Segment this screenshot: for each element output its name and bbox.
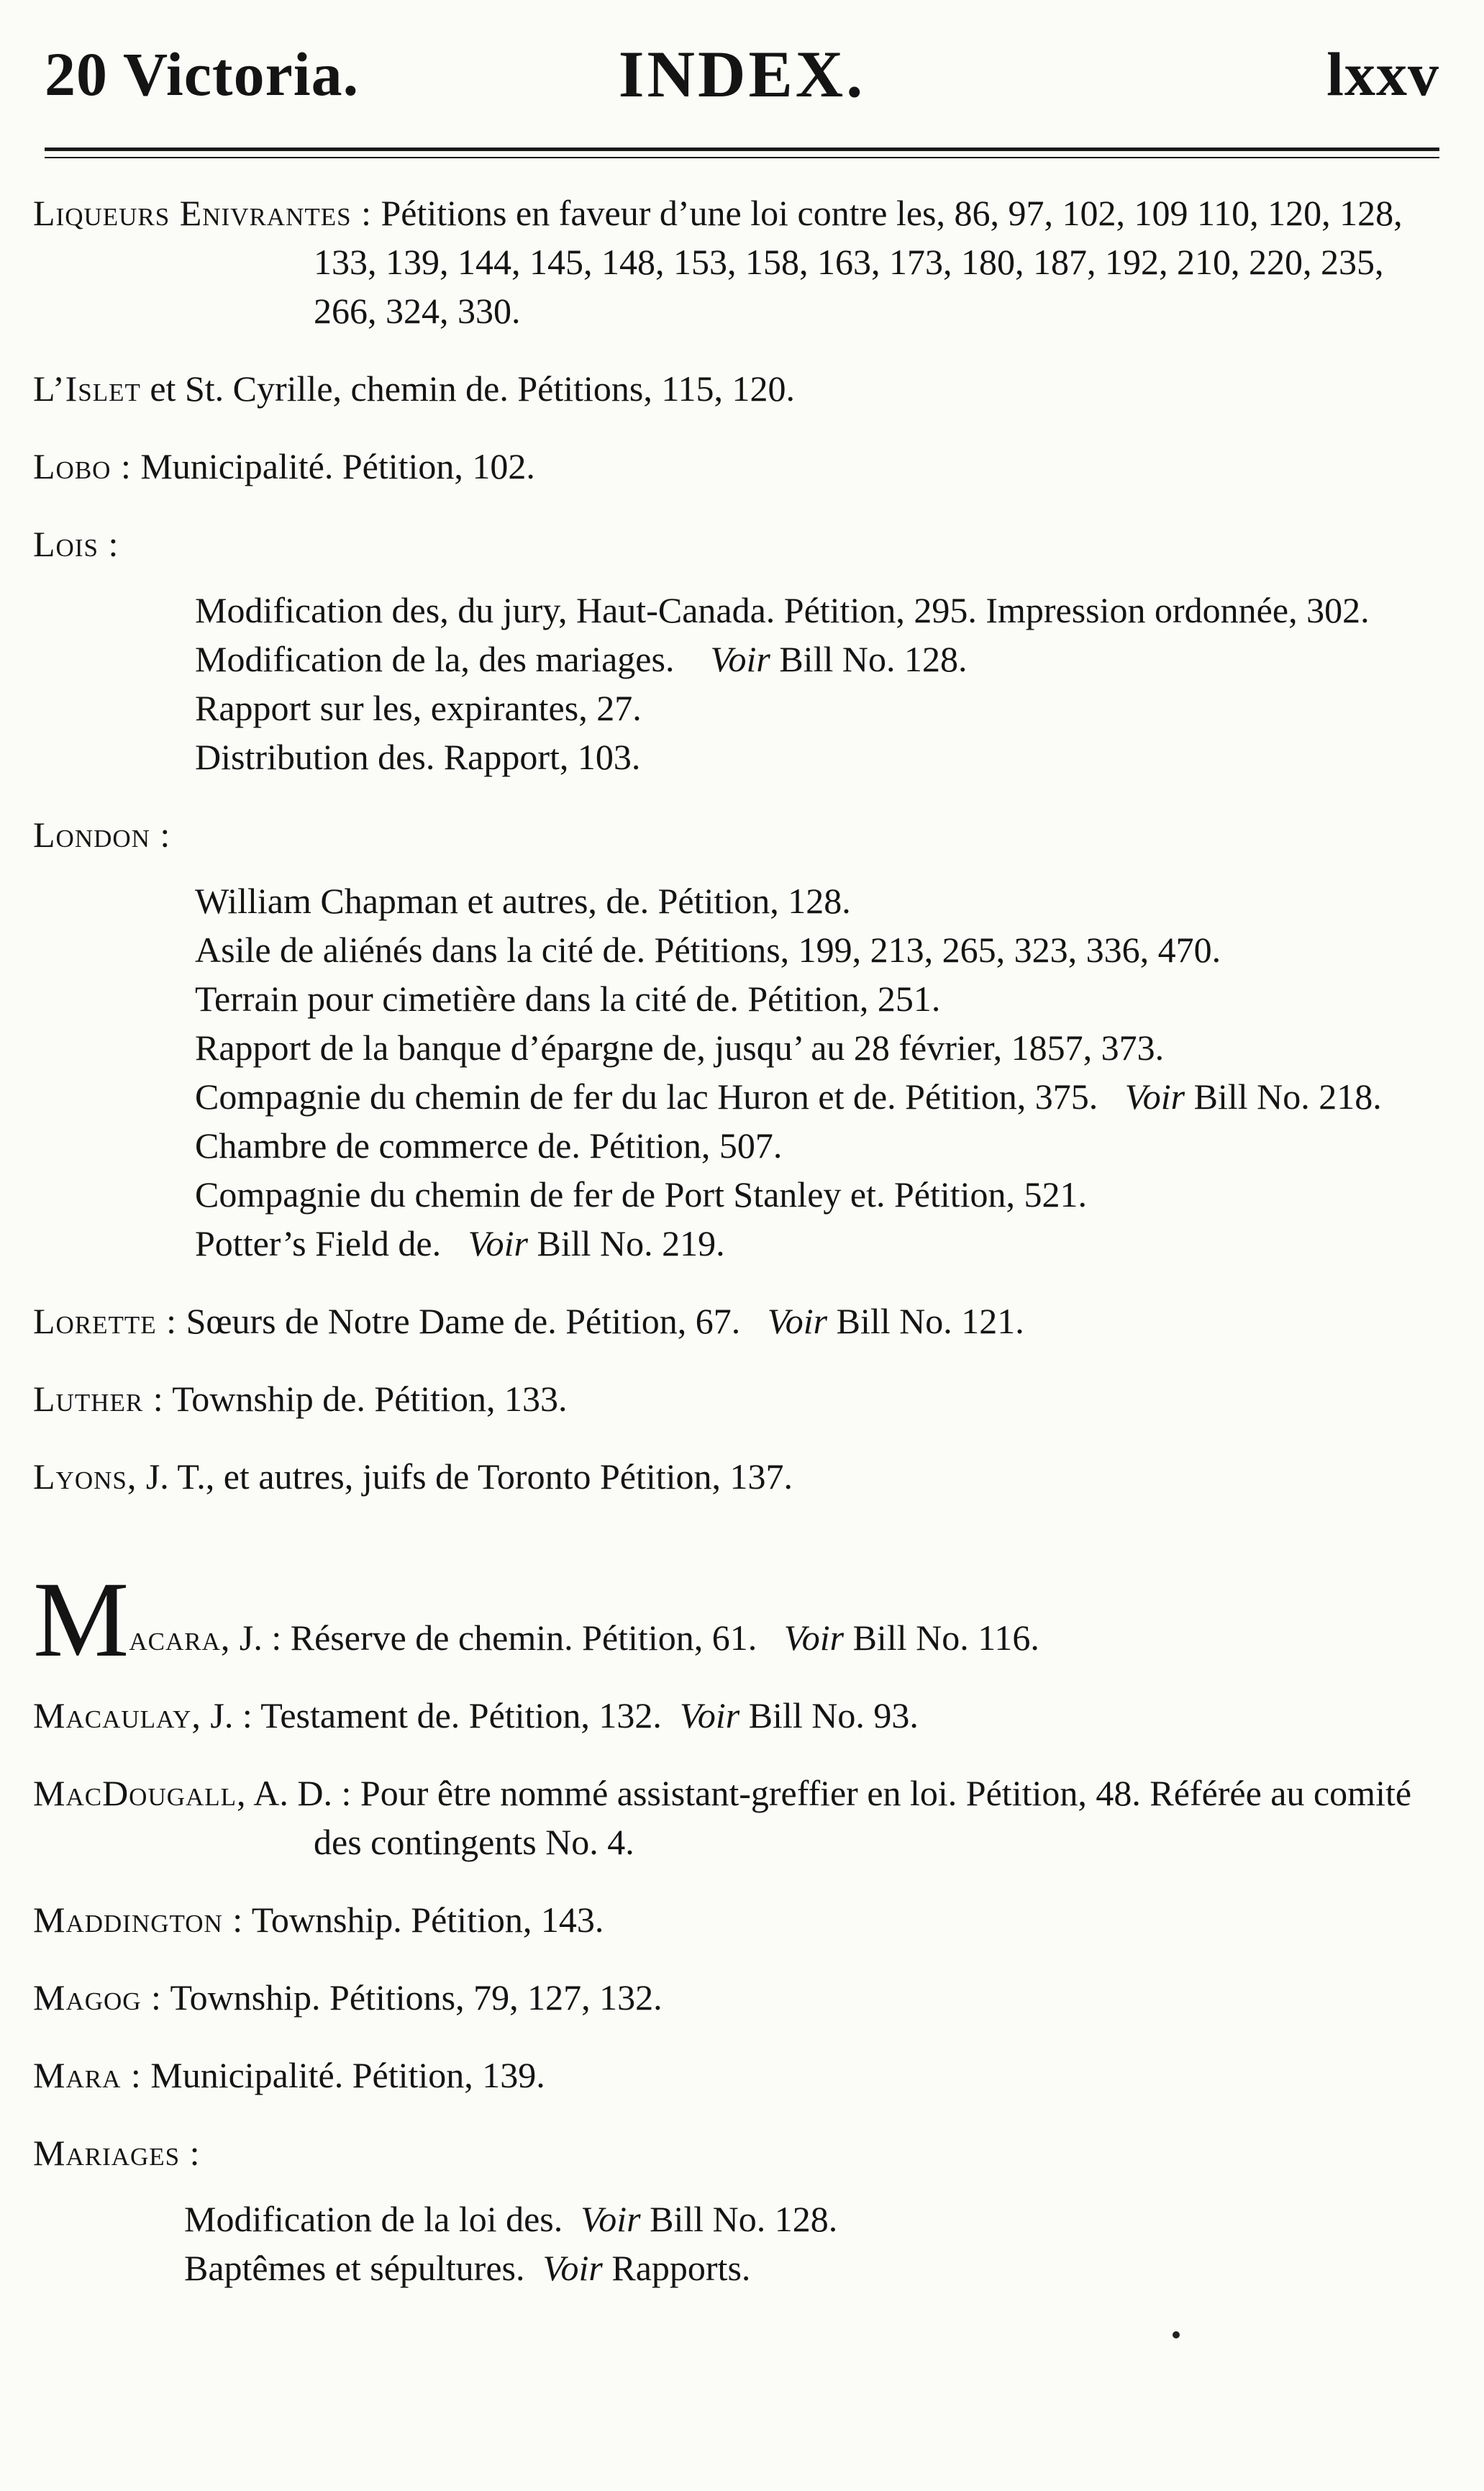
voir-label: Voir xyxy=(542,2248,603,2288)
header-title: INDEX. xyxy=(618,37,866,111)
entry-head: Lobo : xyxy=(33,446,132,486)
entry-text: Township de. Pétition, 133. xyxy=(163,1379,568,1419)
list-item: Compagnie du chemin de fer du lac Huron et de. Pétition, 375. Voir Bill No. 218. xyxy=(195,1076,1382,1117)
page-header xyxy=(45,35,1439,121)
voir-label: Voir xyxy=(468,1223,528,1263)
entry-macaulay xyxy=(33,1691,1448,1740)
entry-text: A. D. : Pour être nommé assistant-greffier en loi. Pétition, 48. Référée au comité des contingents No. 4. xyxy=(246,1773,1412,1862)
list-item: Asile de aliénés dans la cité de. Pétitions, 199, 213, 265, 323, 336, 470. xyxy=(195,930,1221,970)
bill-reference: Bill No. 128. xyxy=(770,639,968,679)
entry-magog xyxy=(33,1973,1448,2022)
header-volume: 20 Victoria. xyxy=(45,40,360,109)
voir-label: Voir xyxy=(767,1301,828,1341)
entry-head: Mara : xyxy=(33,2055,142,2095)
entry-head: Lorette : xyxy=(33,1301,178,1341)
ink-speck xyxy=(1173,2331,1180,2338)
entry-macdougall xyxy=(33,1769,1448,1866)
entry-lois xyxy=(33,519,1448,568)
entry-luther xyxy=(33,1374,1448,1423)
list-item: Baptêmes et sépultures. Voir Rapports. xyxy=(184,2248,751,2288)
entry-lyons xyxy=(33,1452,1448,1501)
entry-head: Mariages : xyxy=(33,2133,201,2173)
entry-head: Lois : xyxy=(33,524,119,564)
list-item: Compagnie du chemin de fer de Port Stanley et. Pétition, 521. xyxy=(195,1174,1088,1215)
entry-mara xyxy=(33,2051,1448,2100)
index-content xyxy=(33,189,1448,2292)
list-item: William Chapman et autres, de. Pétition, 128. xyxy=(195,881,851,921)
entry-text: Township. Pétition, 143. xyxy=(243,1900,604,1940)
entry-head: Magog : xyxy=(33,1977,162,2018)
list-item: Chambre de commerce de. Pétition, 507. xyxy=(195,1125,783,1166)
entry-lislet xyxy=(33,364,1448,413)
list-item: Rapport de la banque d’épargne de, jusqu’ au 28 février, 1857, 373. xyxy=(195,1027,1165,1068)
entry-text: Municipalité. Pétition, 102. xyxy=(131,446,535,486)
entry-london xyxy=(33,810,1448,859)
entry-mariages xyxy=(33,2128,1448,2177)
bill-reference: Bill No. 219. xyxy=(527,1223,725,1263)
entry-head: Macaulay, xyxy=(33,1695,201,1735)
entry-text: J. : Réserve de chemin. Pétition, 61. xyxy=(230,1617,757,1658)
voir-label: Voir xyxy=(783,1617,845,1658)
entry-text: Sœurs de Notre Dame de. Pétition, 67. xyxy=(177,1301,741,1341)
lois-subentries xyxy=(33,586,1448,781)
bill-reference: Bill No. 93. xyxy=(739,1695,919,1735)
list-item: Rapport sur les, expirantes, 27. xyxy=(195,688,642,728)
entry-head: MacDougall, xyxy=(33,1773,247,1813)
header-rule-thick xyxy=(45,148,1439,151)
bill-reference: Bill No. 218. xyxy=(1185,1076,1382,1117)
entry-text: Municipalité. Pétition, 139. xyxy=(141,2055,545,2095)
voir-label: Voir xyxy=(679,1695,740,1735)
mariages-subentries xyxy=(33,2195,1448,2292)
entry-head: L’Islet xyxy=(33,368,141,409)
list-item: Potter’s Field de. Voir Bill No. 219. xyxy=(195,1223,725,1263)
entry-text: et St. Cyrille, chemin de. Pétitions, 115, 120. xyxy=(140,368,796,409)
voir-label: Voir xyxy=(710,639,770,679)
entry-head: Liqueurs Enivrantes : xyxy=(33,193,372,233)
entry-text: Pétitions en faveur d’une loi contre les, 86, 97, 102, 109 110, 120, 128, 133, 139, 144, 145, 148, 153, 158, 163, 173, 180, 187, 192, 210, 220, 235, 266, 324, 330. xyxy=(314,193,1403,331)
list-item: Modification de la, des mariages. Voir Bill No. 128. xyxy=(195,639,968,679)
list-item: Distribution des. Rapport, 103. xyxy=(195,737,641,777)
drop-initial: M xyxy=(33,1560,129,1679)
list-item: Modification de la loi des. Voir Bill No. 128. xyxy=(184,2199,838,2239)
entry-maddington xyxy=(33,1895,1448,1944)
header-rule-thin xyxy=(45,157,1439,158)
entry-macara xyxy=(33,1560,1448,1679)
entry-lobo xyxy=(33,442,1448,491)
london-subentries xyxy=(33,876,1448,1268)
entry-head: Lyons, xyxy=(33,1456,137,1497)
bill-reference: Bill No. 116. xyxy=(844,1617,1039,1658)
entry-head: acara, xyxy=(129,1617,231,1658)
bill-reference: Bill No. 121. xyxy=(827,1301,1024,1341)
entry-lorette xyxy=(33,1297,1448,1346)
entry-liqueurs xyxy=(33,189,1448,335)
entry-head: London : xyxy=(33,815,171,855)
entry-head: Luther : xyxy=(33,1379,164,1419)
header-page-number: lxxv xyxy=(1326,40,1439,109)
bill-reference: Bill No. 128. xyxy=(640,2199,838,2239)
entry-text: J. : Testament de. Pétition, 132. xyxy=(201,1695,662,1735)
entry-head: Maddington : xyxy=(33,1900,244,1940)
entry-text: Township. Pétitions, 79, 127, 132. xyxy=(161,1977,663,2018)
voir-label: Voir xyxy=(1124,1076,1185,1117)
list-item: Modification des, du jury, Haut-Canada. Pétition, 295. Impression ordonnée, 302. xyxy=(195,590,1370,630)
voir-label: Voir xyxy=(581,2199,641,2239)
entry-text: J. T., et autres, juifs de Toronto Pétition, 137. xyxy=(137,1456,793,1497)
bill-reference: Rapports. xyxy=(602,2248,751,2288)
list-item: Terrain pour cimetière dans la cité de. Pétition, 251. xyxy=(195,979,941,1019)
